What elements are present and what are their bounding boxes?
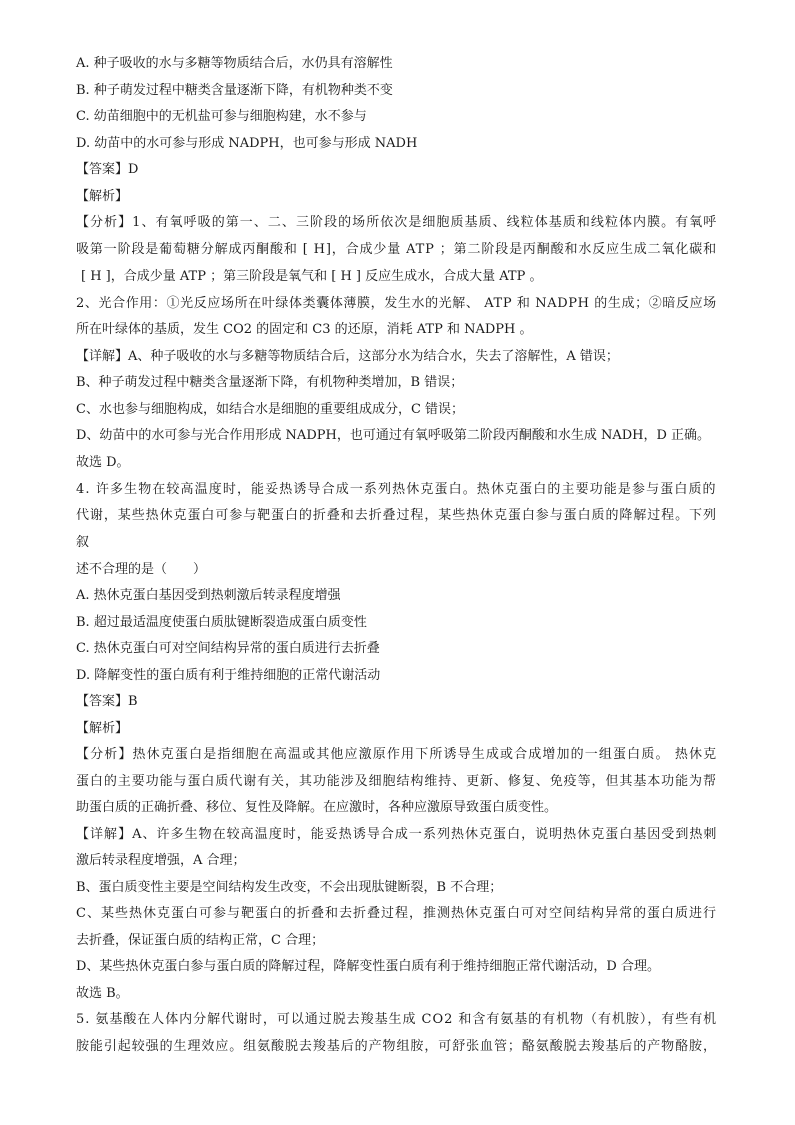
text-line: 【分析】1、有氧呼吸的第一、二、三阶段的场所依次是细胞质基质、线粒体基质和线粒体内膜。有氧呼 xyxy=(76,215,718,230)
text-line: B. 超过最适温度使蛋白质肽键断裂造成蛋白质变性 xyxy=(76,615,367,630)
text-line: 胺能引起较强的生理效应。组氨酸脱去羧基后的产物组胺，可舒张血管；酪氨酸脱去羧基后的产物酪胺， xyxy=(76,1039,717,1054)
text-line: 【解析】 xyxy=(76,721,129,736)
text-line: D、幼苗中的水可参与光合作用形成 NADPH，也可通过有氧呼吸第二阶段丙酮酸和水生成 NADH，D 正确。 xyxy=(76,428,711,443)
text-line: 助蛋白质的正确折叠、移位、复性及降解。在应激时，各种应激原导致蛋白质变性。 xyxy=(76,800,558,815)
text-line: 述不合理的是（ ） xyxy=(76,562,207,577)
text-line: 【解析】 xyxy=(76,189,129,204)
text-line: D、某些热休克蛋白参与蛋白质的降解过程，降解变性蛋白质有利于维持细胞正常代谢活动，D 合理。 xyxy=(76,959,660,974)
text-line: B、蛋白质变性主要是空间结构发生改变，不会出现肽键断裂，B 不合理； xyxy=(76,880,503,895)
text-line: 激后转录程度增强，A 合理； xyxy=(76,853,246,868)
text-line: 吸第一阶段是葡萄糖分解成丙酮酸和 [ H]，合成少量 ATP ；第二阶段是丙酮酸和水反应生成二氧化碳和 xyxy=(76,242,717,257)
text-line: 【详解】A、种子吸收的水与多糖等物质结合后，这部分水为结合水，失去了溶解性，A 错误； xyxy=(76,349,619,364)
text-line: A. 热休克蛋白基因受到热刺激后转录程度增强 xyxy=(76,588,341,603)
text-line: 故选 D。 xyxy=(76,455,130,470)
text-line: D. 幼苗中的水可参与形成 NADPH，也可参与形成 NADH xyxy=(76,136,418,151)
text-line: D. 降解变性的蛋白质有利于维持细胞的正常代谢活动 xyxy=(76,668,381,683)
text-line: C、某些热休克蛋白可参与靶蛋白的折叠和去折叠过程，推测热休克蛋白可对空间结构异常的蛋白质进行 xyxy=(76,906,717,921)
text-line: C、水也参与细胞构成，如结合水是细胞的重要组成成分，C 错误； xyxy=(76,402,465,417)
text-line: 【答案】B xyxy=(76,694,138,709)
text-line: A. 种子吸收的水与多糖等物质结合后，水仍具有溶解性 xyxy=(76,56,393,71)
text-line: B. 种子萌发过程中糖类含量逐渐下降，有机物种类不变 xyxy=(76,83,393,98)
text-line: 4. 许多生物在较高温度时，能妥热诱导合成一系列热休克蛋白。热休克蛋白的主要功能是参与蛋白质的 xyxy=(76,482,717,497)
text-line: 【分析】热休克蛋白是指细胞在高温或其他应激原作用下所诱导生成或合成增加的一组蛋白质。 热休克 xyxy=(76,747,718,762)
text-line: C. 幼苗细胞中的无机盐可参与细胞构建，水不参与 xyxy=(76,109,367,124)
text-line: 所在叶绿体的基质，发生 CO2 的固定和 C3 的还原，消耗 ATP 和 NADPH 。 xyxy=(76,322,533,337)
text-line: C. 热休克蛋白可对空间结构异常的蛋白质进行去折叠 xyxy=(76,641,380,656)
text-line: 去折叠，保证蛋白质的结构正常，C 合理； xyxy=(76,933,325,948)
text-line: B、种子萌发过程中糖类含量逐渐下降，有机物种类增加，B 错误； xyxy=(76,375,464,390)
text-line: 故选 B。 xyxy=(76,986,129,1001)
text-line: [ H ]，合成少量 ATP ；第三阶段是氧气和 [ H ] 反应生成水，合成大量 ATP 。 xyxy=(81,269,543,284)
text-line: 5. 氨基酸在人体内分解代谢时，可以通过脱去羧基生成 CO2 和含有氨基的有机物（有机胺），有些有机 xyxy=(76,1012,718,1027)
text-line: 【答案】D xyxy=(76,162,139,177)
text-line: 叙 xyxy=(76,535,90,550)
text-line: 蛋白的主要功能与蛋白质代谢有关，其功能涉及细胞结构维持、更新、修复、免疫等，但其基本功能为帮 xyxy=(76,774,717,789)
text-line: 2、光合作用：①光反应场所在叶绿体类囊体薄膜，发生水的光解、 ATP 和 NADPH 的生成；②暗反应场 xyxy=(76,296,717,311)
text-line: 【详解】A、许多生物在较高温度时，能妥热诱导合成一系列热休克蛋白，说明热休克蛋白基因受到热刺 xyxy=(76,827,718,842)
text-line: 代谢，某些热休克蛋白可参与靶蛋白的折叠和去折叠过程，某些热休克蛋白参与蛋白质的降解过程。下列 xyxy=(76,508,717,523)
